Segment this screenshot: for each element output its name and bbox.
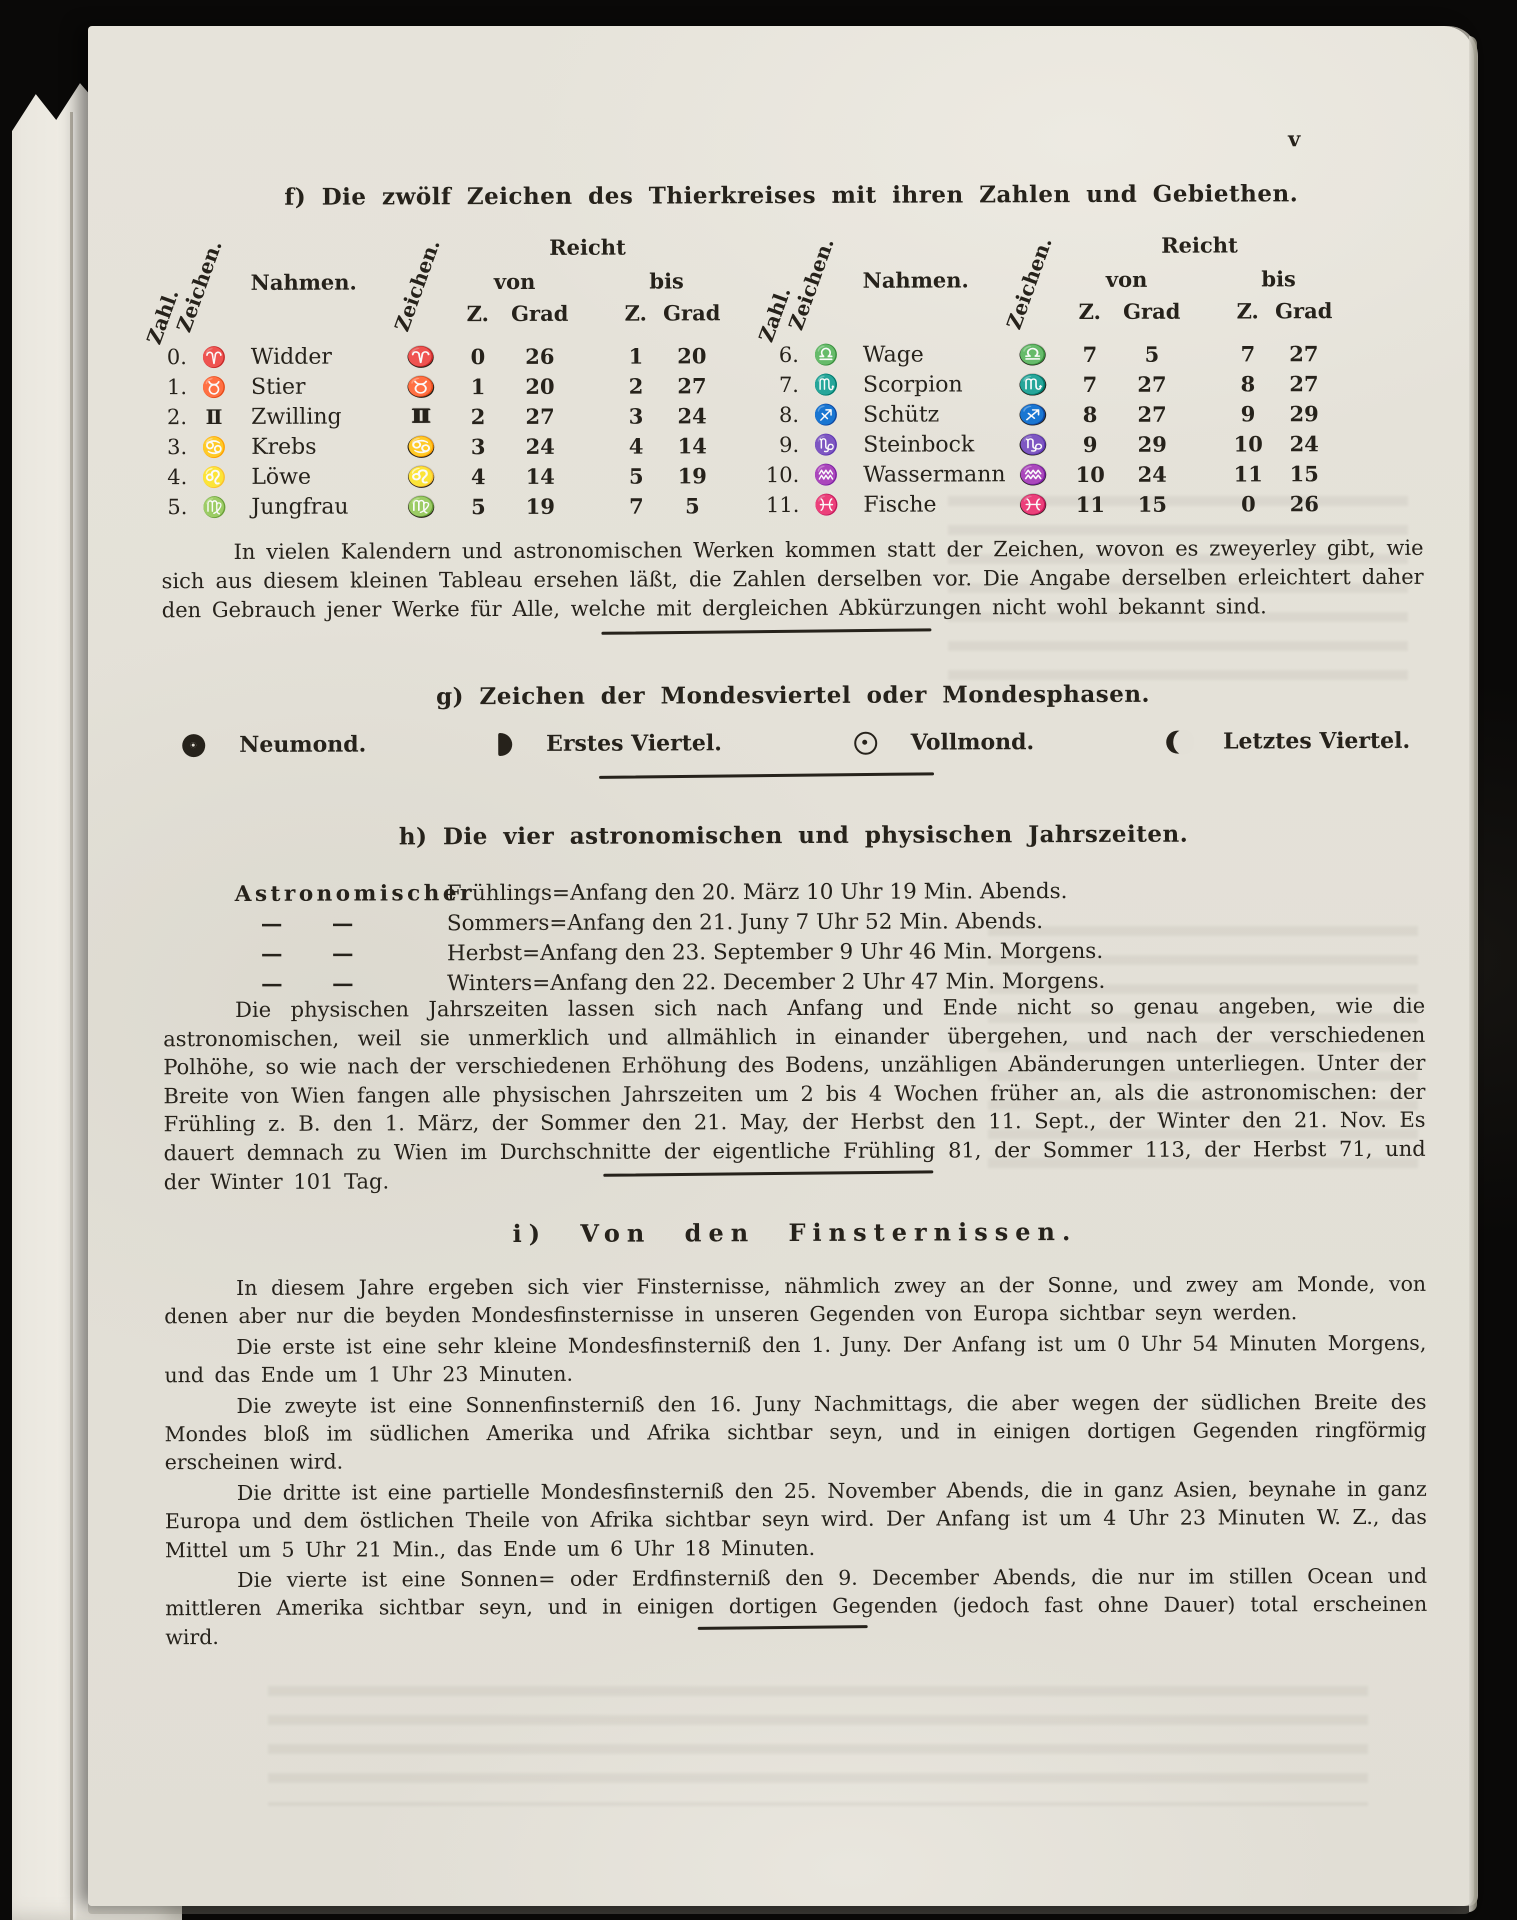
zodiac-name: Fische (863, 491, 937, 518)
gutter-crease (70, 112, 73, 1920)
zodiac-subtable (753, 226, 1341, 528)
lion-pictogram: ♌ (407, 465, 436, 488)
scorpion-pictogram: ♏ (1018, 373, 1048, 396)
von-grad-value: 24 (1137, 461, 1167, 487)
von-zeichen-value: 9 (1082, 431, 1098, 457)
von-grad-value: 19 (525, 493, 556, 519)
bis-grad-value: 26 (1289, 490, 1320, 516)
bis-grad-value: 19 (677, 462, 707, 488)
zodiac-table-row (761, 398, 1341, 430)
ram-pictogram: ♈ (406, 345, 436, 368)
season-start-line (235, 909, 1105, 942)
page-number: v (1288, 126, 1301, 152)
zodiac-table-row (761, 488, 1341, 520)
goat-pictogram: ♑ (1018, 433, 1048, 456)
bis-zeichen-value: 10 (1233, 430, 1263, 456)
bis-grad-value: 5 (685, 492, 700, 518)
von-grad-value: 27 (1137, 371, 1167, 397)
bull-pictogram: ♉ (406, 375, 436, 398)
col-header-reicht: Reicht (1161, 232, 1238, 258)
zodiac-symbol: ♓ (813, 492, 839, 517)
zodiac-table-row (149, 430, 729, 462)
full-moon-icon (854, 731, 877, 754)
section-divider-rule (599, 772, 934, 779)
col-header-z: Z. (466, 301, 489, 327)
von-zeichen-value: 1 (470, 373, 486, 399)
bis-zeichen-value: 4 (628, 433, 644, 459)
von-zeichen-value: 7 (1082, 371, 1098, 397)
last-quarter-icon (1166, 730, 1189, 753)
bis-zeichen-value: 3 (628, 403, 644, 429)
col-header-z: Z. (624, 300, 647, 326)
zodiac-number: 1. (166, 375, 188, 400)
von-zeichen-value: 3 (470, 433, 486, 459)
col-header-zeichen-pictogram: Zeichen. (1001, 234, 1057, 333)
zodiac-name: Stier (250, 374, 306, 400)
col-header-von: von (1105, 266, 1148, 292)
zodiac-table-row (149, 370, 729, 402)
zodiac-rows (149, 340, 730, 522)
bis-zeichen-value: 7 (629, 493, 644, 519)
eclipse-paragraphs (164, 1270, 1427, 1654)
season-start-line (235, 879, 1105, 912)
zodiac-number: 6. (778, 342, 799, 368)
col-header-reicht: Reicht (549, 234, 626, 260)
bis-zeichen-value: 2 (628, 373, 644, 399)
zodiac-number: 8. (778, 402, 800, 428)
season-text: Herbst=Anfang den 23. September 9 Uhr 46 Min. Morgens. (446, 938, 1104, 967)
bis-zeichen-value: 11 (1233, 460, 1263, 486)
col-header-z: Z. (1078, 298, 1101, 325)
col-header-zahl: Zahl. (141, 285, 184, 348)
col-header-z: Z. (1236, 298, 1259, 324)
von-zeichen-value: 10 (1075, 461, 1105, 487)
col-header-bis: bis (649, 268, 684, 294)
col-header-zahl: Zahl. (753, 283, 796, 346)
season-start-line (235, 939, 1105, 972)
virgin-pictogram: ♍ (407, 495, 436, 518)
bis-zeichen-value: 1 (628, 343, 644, 369)
col-header-grad: Grad (1123, 298, 1181, 324)
bis-grad-value: 24 (677, 402, 707, 428)
zodiac-number: 7. (778, 372, 800, 398)
zodiac-symbol: Ⅱ (205, 404, 223, 430)
zodiac-symbol: ♒ (813, 462, 839, 487)
zodiac-rows (761, 338, 1342, 520)
section-divider-rule (601, 628, 931, 634)
von-grad-value: 5 (1144, 341, 1160, 367)
col-header-nahmen: Nahmen. (250, 269, 357, 295)
eclipse-paragraph: In diesem Jahre ergeben sich vier Finsternisse, nähmlich zwey an der Sonne, und zwey am Monde, von denen aber nur die beyden Mondesfinsternisse in unseren Gegenden von Europa sichtbar seyn werden. (164, 1271, 1427, 1329)
zodiac-name: Widder (250, 344, 332, 370)
book-page (88, 26, 1474, 1906)
bis-zeichen-value: 5 (628, 463, 644, 489)
new-moon-icon (182, 734, 205, 757)
zodiac-name: Wage (862, 342, 924, 368)
zodiac-name: Wassermann (863, 461, 1006, 488)
zodiac-table-row (149, 460, 729, 492)
von-grad-value: 14 (525, 463, 555, 489)
bis-grad-value: 14 (677, 432, 707, 458)
col-header-grad: Grad (663, 300, 721, 326)
zodiac-table-row (149, 490, 729, 522)
moon-phase-item (182, 731, 366, 758)
moon-phase-label: Vollmond. (910, 729, 1035, 756)
zodiac-number: 3. (167, 435, 188, 460)
bis-grad-value: 27 (677, 372, 707, 398)
col-header-nahmen: Nahmen. (862, 267, 969, 293)
zodiac-table (141, 226, 1423, 530)
von-zeichen-value: 4 (470, 463, 486, 489)
moon-phase-label: Neumond. (239, 731, 367, 758)
von-zeichen-value: 11 (1075, 491, 1106, 517)
archer-pictogram: ♐ (1018, 403, 1048, 426)
scales-pictogram: ♎ (1018, 343, 1048, 366)
zodiac-name: Löwe (251, 464, 312, 490)
von-zeichen-value: 0 (470, 343, 486, 369)
bis-zeichen-value: 8 (1240, 370, 1256, 396)
waterbearer-pictogram: ♒ (1019, 463, 1048, 486)
von-grad-value: 27 (1137, 401, 1167, 427)
col-header-zeichen-pictogram: Zeichen. (389, 236, 445, 335)
eclipse-paragraph: Die vierte ist eine Sonnen= oder Erdfinsterniß den 9. December Abends, die nur im stillen Ocean und mittleren Amerika sichtbar seyn, und in einigen dortigen Gegenden (jedoch fast ohne Dauer) total erscheinen wird. (165, 1563, 1428, 1650)
season-prefix: Astronomischer (234, 881, 475, 907)
season-text: Winters=Anfang den 22. December 2 Uhr 47 Min. Morgens. (447, 968, 1106, 997)
bis-zeichen-value: 9 (1240, 400, 1256, 426)
zodiac-name: Zwilling (251, 404, 342, 430)
von-grad-value: 26 (525, 343, 555, 369)
von-zeichen-value: 7 (1082, 341, 1098, 367)
season-start-list (235, 879, 1106, 1002)
page-content (141, 24, 1429, 1908)
zodiac-name: Jungfrau (251, 494, 349, 520)
bis-grad-value: 27 (1289, 370, 1319, 396)
section-h-paragraph: Die physischen Jahrszeiten lassen sich nach Anfang und Ende nicht so genau angeben, wie die astronomischen, weil sie unmerklich und allmählich in einander übergehen, und nach der verschiedenen Polhöhe, so wie nach der verschiedenen Erhöhung des Bodens, unzähligen Abänderungen unterliegen. Unter der Breite von Wien fangen alle physischen Jahrszeiten um 2 bis 4 Wochen früher an, als die astronomischen: der Frühling z. B. den 1. März, der Sommer den 21. May, der Herbst den 11. Sept., der Winter den 21. Nov. Es dauert demnach zu Wien im Durchschnitte der eigentliche Frühling 81, der Sommer 113, der Herbst 71, und der Winter 101 Tag. (163, 993, 1426, 1194)
season-prefix: — — (260, 941, 354, 967)
von-grad-value: 15 (1137, 491, 1168, 517)
first-quarter-icon (498, 732, 512, 755)
zodiac-symbol: ♉ (201, 374, 227, 400)
zodiac-symbol: ♎ (813, 342, 839, 367)
season-prefix: — — (260, 911, 354, 937)
bis-grad-value: 20 (677, 342, 707, 368)
zodiac-symbol: ♈ (201, 344, 227, 370)
season-text: Sommers=Anfang den 21. Juny 7 Uhr 52 Min. Abends. (446, 909, 1044, 937)
moon-phase-item (854, 729, 1035, 756)
bis-grad-value: 27 (1289, 340, 1319, 366)
zodiac-name: Steinbock (863, 431, 975, 458)
moon-phase-label: Letztes Viertel. (1223, 727, 1411, 755)
zodiac-symbol: ♋ (201, 434, 227, 460)
eclipse-paragraph: Die erste ist eine sehr kleine Mondesfinsterniß den 1. Juny. Der Anfang ist um 0 Uhr 54 Minuten Morgens, und das Ende um 1 Uhr 23 Minuten. (164, 1330, 1427, 1388)
eclipse-paragraph: Die dritte ist eine partielle Mondesfinsterniß den 25. November Abends, die in ganz Asien, beynahe in ganz Europa und dem östlichen Theile von Afrika sichtbar seyn wird. Der Anfang ist um 4 Uhr 23 Minuten W. Z., das Mittel um 5 Uhr 21 Min., das Ende um 6 Uhr 18 Minuten. (164, 1476, 1427, 1562)
zodiac-name: Scorpion (862, 371, 963, 398)
crab-pictogram: ♋ (406, 435, 436, 458)
zodiac-table-row (761, 368, 1341, 400)
zodiac-table-row (149, 400, 729, 432)
bis-grad-value: 15 (1289, 460, 1319, 486)
col-header-zeichen: Zeichen. (171, 236, 227, 336)
von-grad-value: 27 (525, 403, 555, 429)
section-i-heading: i) Von den Finsternissen. (512, 1217, 1078, 1248)
page-edge-stack (1469, 36, 1477, 1912)
zodiac-table-row (761, 458, 1341, 490)
von-zeichen-value: 8 (1082, 401, 1098, 427)
eclipse-paragraph: Die zweyte ist eine Sonnenfinsterniß den 16. Juny Nachmittags, die aber wegen der südlichen Breite des Mondes bloß im südlichen Amerika und Afrika sichtbar seyn, und in einigen dortigen Gegenden ringförmig erscheinen wird. (164, 1389, 1427, 1475)
zodiac-table-row (761, 428, 1341, 460)
zodiac-name: Krebs (251, 434, 317, 460)
col-header-grad: Grad (511, 300, 569, 326)
zodiac-table-row (149, 340, 729, 372)
section-f-paragraph: In vielen Kalendern und astronomischen Werken kommen statt der Zeichen, wovon es zweyerley gibt, wie sich aus diesem kleinen Tableau ersehen läßt, die Zahlen derselben vor. Die Angabe derselben erleichtert daher den Gebrauch jener Werke für Alle, welche mit dergleichen Abkürzungen nicht wohl bekannt sind. (161, 535, 1424, 623)
von-zeichen-value: 2 (470, 403, 486, 429)
zodiac-name: Schütz (863, 401, 940, 428)
bis-grad-value: 29 (1289, 400, 1319, 426)
col-header-grad: Grad (1275, 298, 1333, 324)
season-text: Frühlings=Anfang den 20. März 10 Uhr 19 Min. Abends. (446, 879, 1068, 907)
zodiac-symbol: ♍ (201, 494, 227, 520)
zodiac-symbol: ♏ (813, 372, 839, 397)
bis-grad-value: 24 (1289, 430, 1319, 456)
bis-zeichen-value: 0 (1241, 490, 1256, 516)
zodiac-number: 11. (765, 492, 800, 518)
section-g-heading: g) Zeichen der Mondesviertel oder Mondesphasen. (436, 680, 1151, 711)
zodiac-number: 4. (167, 465, 188, 490)
von-grad-value: 24 (525, 433, 555, 459)
bis-zeichen-value: 7 (1240, 340, 1256, 366)
section-f-heading: f) Die zwölf Zeichen des Thierkreises mit ihren Zahlen und Gebiethen. (284, 180, 1299, 211)
col-header-von: von (493, 268, 536, 295)
zodiac-number: 0. (166, 345, 187, 370)
zodiac-symbol: ♐ (813, 402, 839, 427)
season-prefix: — — (261, 971, 354, 997)
zodiac-number: 2. (166, 405, 188, 430)
zodiac-table-row (761, 338, 1341, 370)
von-grad-value: 29 (1137, 431, 1167, 457)
moon-phases-row (182, 728, 1410, 758)
zodiac-symbol: ♑ (813, 432, 839, 457)
moon-phase-item (498, 730, 722, 757)
zodiac-symbol: ♌ (201, 464, 227, 490)
col-header-zeichen: Zeichen. (783, 234, 839, 334)
moon-phase-item (1166, 728, 1410, 755)
von-zeichen-value: 5 (471, 493, 486, 519)
moon-phase-label: Erstes Viertel. (546, 730, 722, 757)
zodiac-number: 5. (167, 495, 188, 520)
zodiac-subtable (141, 228, 729, 530)
section-h-heading: h) Die vier astronomischen und physischen Jahrszeiten. (398, 820, 1189, 851)
fishes-pictogram: ♓ (1019, 493, 1048, 516)
zodiac-number: 9. (779, 432, 800, 458)
twins-pictogram: Ⅱ (411, 405, 431, 428)
von-grad-value: 20 (525, 373, 555, 399)
col-header-bis: bis (1261, 266, 1296, 292)
zodiac-number: 10. (765, 462, 800, 488)
